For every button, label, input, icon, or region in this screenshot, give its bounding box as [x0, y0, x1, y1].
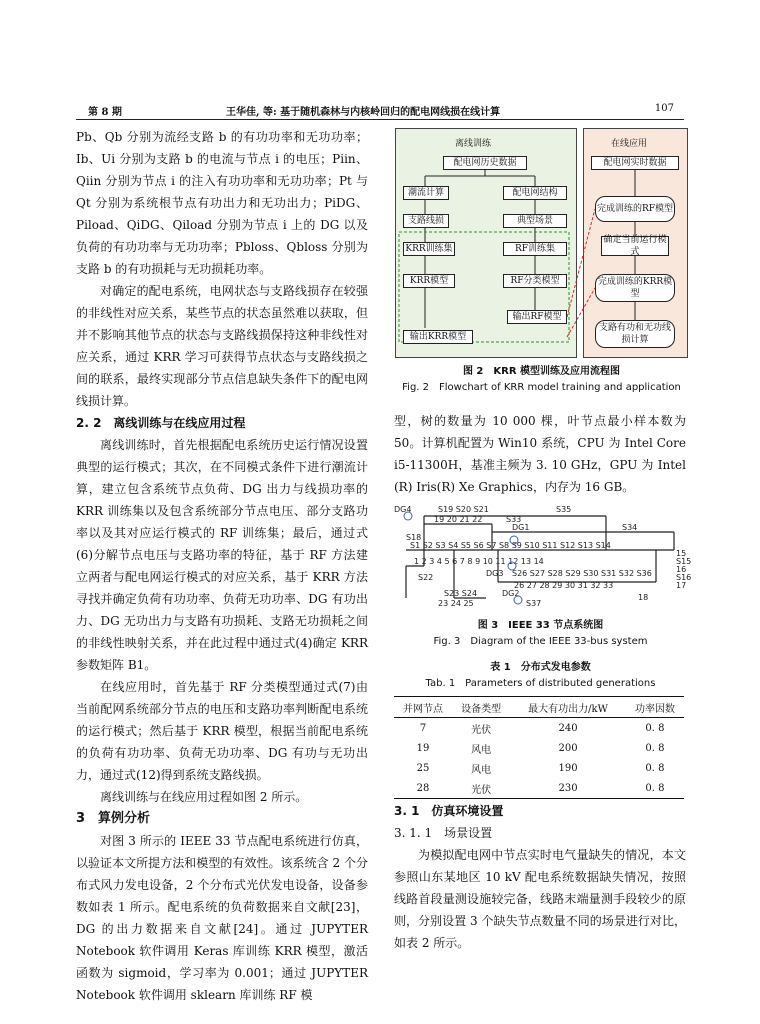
box-output-rf: 输出RF模型 — [507, 310, 567, 324]
table-row — [394, 778, 684, 799]
figure-2-caption-cn: 图 2 KRR 模型训练及应用流程图 — [462, 366, 621, 377]
table-cell: 0. 8 — [645, 722, 665, 734]
figure-3 — [394, 504, 694, 606]
dg1-label: DG1 — [512, 523, 530, 532]
figure-3-caption-en: Fig. 3 Diagram of the IEEE 33-bus system — [433, 636, 648, 647]
box-krr-trainset: KRR训练集 — [403, 242, 455, 256]
paragraph-offline: 离线训练时，首先根据配电系统历史运行情况设置典型的运行模式；其次，在不同模式条件下进行潮流计算，建立包含系统节点负荷、DG 出力与线损功率的 KRR 训练集以及包含系统部分节点电压、部分支路功率以及其对应运行模式的 RF 训练集；最后，通过式(6)分解节点电压与支路功率的特征，基于 RF 方法建立两者与配电网运行模式的对应关系，基于 KRR 方法寻找并确定负荷有功功率、负荷无功功率、DG 有功出力、DG 无功出力与支路有功损耗、支路无功损耗之间的非线性映射关系，并在此过程中通过式(4)确定 KRR 参数矩阵 B1。 — [76, 438, 368, 672]
svg-text:S37: S37 — [526, 599, 542, 606]
svg-text:S19 S20 S21: S19 S20 S21 — [438, 505, 489, 514]
table-cell: 200 — [558, 742, 578, 754]
svg-text:S16: S16 — [676, 573, 692, 582]
paragraph-variables: Pb、Qb 分别为流经支路 b 的有功功率和无功功率；Ib、Ui 分别为支路 b 的电流与节点 i 的电压；Piin、Qiin 分别为节点 i 的注入有功功率和无功功率；Pt 与 Qt 分别为系统根节点有功出力和无功出力；PiDG、Piload、QiDG、Qiload 分别为节点 i 上的 DG 以及负荷的有功功率与无功功率；Pbloss、Qbloss 分别为支路 b 的有功损耗与无功损耗功率。 — [76, 130, 368, 276]
dg3-label: DG3 — [486, 569, 504, 578]
table-cell: 230 — [558, 782, 578, 794]
table-cell: 0. 8 — [645, 742, 665, 754]
section-3-1-1-heading: 3. 1. 1 场景设置 — [394, 826, 493, 840]
paragraph-nonlinear: 对确定的配电系统，电网状态与支路线损存在较强的非线性对应关系，某些节点的状态虽然难以获取，但并不影响其他节点的状态与支路线损保持这种非线性对应关系，通过 KRR 学习可获得节点状态与支路线损之间的联系，最终实现部分节点信息缺失条件下的配电网线损计算。 — [76, 284, 368, 408]
svg-text:26 27 28 29 30 31 3: 26 27 28 29 30 31 32 33 — [514, 581, 614, 590]
table-cell: 风电 — [471, 764, 492, 776]
table-1-title-en: Tab. 1 Parameters of distributed generations — [425, 678, 656, 689]
offline-title: 离线训练 — [455, 139, 492, 149]
svg-text:S23 S24: S23 S24 — [444, 589, 478, 598]
table-cell: 光伏 — [471, 784, 492, 796]
box-trained-krr: 完成训练的KRR模型 — [595, 274, 675, 302]
box-loss-calc: 支路有功和无功线损计算 — [595, 320, 675, 348]
table-header: 并网节点 — [403, 703, 444, 715]
right-column-top — [394, 410, 686, 498]
paragraph-online: 在线应用时，首先基于 RF 分类模型通过式(7)由当前配网系统部分节点的电压和支路功率判断配电系统的运行模式；然后基于 KRR 模型，根据当前配电系统的负荷有功功率、负荷无功功率、DG 有功与无功出力，通过式(12)得到系统支路线损。 — [76, 680, 368, 782]
box-branch-loss: 支路线损 — [403, 214, 449, 228]
box-krr-model: KRR模型 — [403, 274, 455, 288]
table-cell: 190 — [558, 762, 578, 774]
table-cell: 28 — [416, 782, 430, 794]
table-cell: 0. 8 — [645, 762, 665, 774]
table-row — [394, 758, 684, 778]
left-column — [76, 126, 368, 1006]
table-cell: 19 — [416, 742, 430, 754]
box-trained-rf: 完成训练的RF模型 — [595, 196, 675, 222]
box-current-mode: 确定当前运行模式 — [601, 236, 669, 256]
table-header: 最大有功出力/kW — [528, 703, 608, 715]
table-cell: 风电 — [471, 744, 492, 756]
table-cell: 0. 8 — [645, 782, 665, 794]
svg-text:S1 S2 S3 S4 S5 S6 S7 S: S1 S2 S3 S4 S5 S6 S7 S8 S9 S10 S11 S12 S13 S14 — [410, 541, 611, 550]
figure-2-caption-en: Fig. 2 Flowchart of KRR model training and application — [402, 382, 681, 393]
table-header: 设备类型 — [461, 703, 502, 715]
svg-text:S26 S27 S28 S29 S30 S31 S32 S3: S26 S27 S28 S29 S30 S31 S32 S36 — [512, 569, 652, 578]
table-header: 功率因数 — [634, 703, 675, 715]
table-cell: 7 — [419, 722, 427, 734]
box-realtime-data: 配电网实时数据 — [591, 156, 679, 170]
online-title: 在线应用 — [611, 139, 648, 149]
figure-3-caption — [394, 618, 687, 650]
paragraph-fig2-ref: 离线训练与在线应用过程如图 2 所示。 — [100, 790, 308, 804]
table-row — [394, 718, 684, 739]
box-history-data: 配电网历史数据 — [443, 156, 527, 170]
svg-text:S15: S15 — [676, 557, 692, 566]
svg-text:19 20 21 22: 19 20 21 22 — [434, 515, 483, 524]
box-power-flow: 潮流计算 — [403, 186, 449, 200]
table-1 — [394, 660, 687, 799]
issue-number: 第 8 期 — [88, 107, 122, 118]
svg-text:S34: S34 — [622, 523, 638, 532]
box-rf-trainset: RF训练集 — [503, 242, 567, 256]
running-header — [76, 103, 684, 120]
table-cell: 光伏 — [471, 724, 492, 736]
paragraph-scene: 为模拟配电网中节点实时电气量缺失的情况，本文参照山东某地区 10 kV 配电系统数据缺失情况，按照线路首段量测设施较完备，线路末端量测手段较少的原则，分别设置 3 个缺失节点数量不同的场景进行对比，如表 2 所示。 — [394, 848, 686, 950]
paragraph-config: 型，树的数量为 10 000 棵，叶节点最小样本数为 50。计算机配置为 Win10 系统，CPU 为 Intel Core i5-11300H，基准主频为 3. 10 GHz，GPU 为 Intel (R) Iris(R) Xe Graphics，内存为 16 GB。 — [394, 414, 686, 494]
svg-text:S18: S18 — [406, 533, 422, 542]
table-cell: 25 — [416, 762, 430, 774]
paragraph-case: 对图 3 所示的 IEEE 33 节点配电系统进行仿真，以验证本文所提方法和模型的有效性。该系统含 2 个分布式风力发电设备，2 个分布式光伏发电设备，设备参数如表 1 所示。配电系统的负荷数据来自文献[23]，DG 的出力数据来自文献[24]。通过 JUPYTER Notebook 软件调用 Keras 库训练 KRR 模型，激活函数为 sigmoid，学习率为 0.001；通过 JUPYTER Notebook 软件调用 sklearn 库训练 RF 模 — [76, 834, 368, 1002]
dg2-label: DG2 — [502, 589, 520, 598]
section-3-1-heading: 3. 1 仿真环境设置 — [394, 804, 504, 818]
svg-text:S33: S33 — [506, 515, 522, 524]
section-2-2-heading: 2. 2 离线训练与在线应用过程 — [76, 416, 246, 430]
box-grid-structure: 配电网结构 — [503, 186, 567, 200]
figure-3-caption-cn: 图 3 IEEE 33 节点系统图 — [477, 620, 604, 631]
section-3-heading: 3 算例分析 — [76, 811, 151, 826]
figure-2-caption — [395, 364, 688, 396]
page-number: 107 — [654, 103, 674, 114]
box-typical-scene: 典型场景 — [503, 214, 567, 228]
svg-text:18: 18 — [638, 593, 649, 602]
table-1-title-cn: 表 1 分布式发电参数 — [490, 662, 591, 673]
running-title: 王华佳, 等: 基于随机森林与内核岭回归的配电网线损在线计算 — [226, 107, 501, 118]
box-output-krr: 输出KRR模型 — [403, 330, 473, 344]
right-column-bottom — [394, 800, 686, 954]
table-1-grid — [394, 696, 684, 799]
figure-2 — [395, 128, 688, 360]
svg-text:17: 17 — [676, 581, 687, 590]
svg-text:S35: S35 — [556, 505, 572, 514]
svg-text:16: 16 — [676, 565, 687, 574]
table-row — [394, 738, 684, 758]
svg-text:1 2 3 4 5: 1 2 3 4 5 6 7 8 9 10 11 12 13 14 — [414, 557, 544, 566]
box-rf-model: RF分类模型 — [503, 274, 567, 288]
svg-text:15: 15 — [676, 549, 687, 558]
table-header-row — [394, 697, 684, 718]
svg-text:23 24 25: 23 24 25 — [438, 599, 474, 606]
table-cell: 240 — [558, 722, 578, 734]
svg-text:S22: S22 — [418, 573, 434, 582]
dg4-label: DG4 — [394, 505, 412, 514]
